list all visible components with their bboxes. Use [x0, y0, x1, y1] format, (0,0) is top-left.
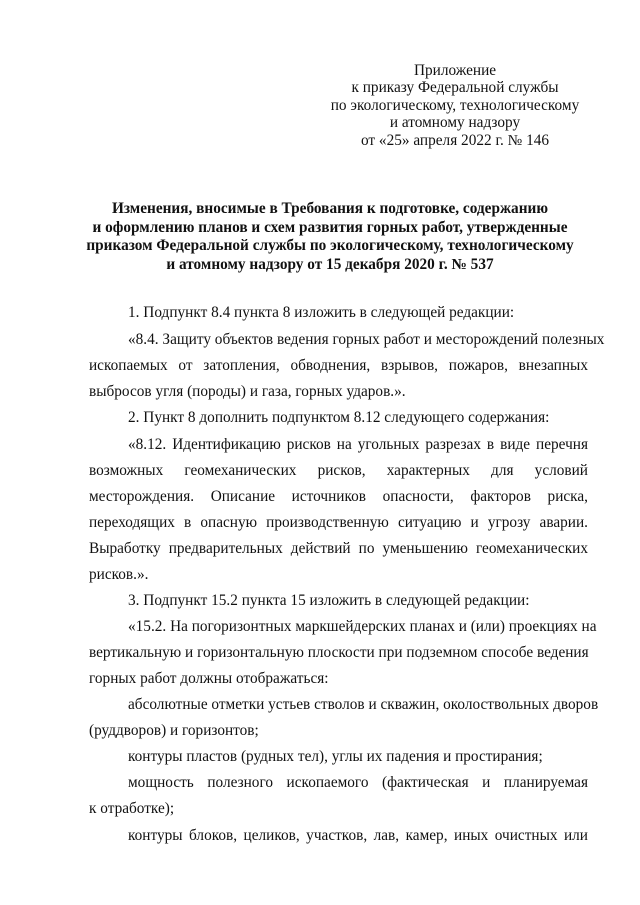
title-line: и атомному надзору от 15 декабря 2020 г. № 537	[166, 255, 494, 273]
paragraph-line: ископаемых от затопления, обводнения, взрывов, пожаров, внезапных	[89, 357, 588, 374]
appendix-line: к приказу Федеральной службы	[351, 79, 559, 97]
paragraph-line: 1. Подпункт 8.4 пункта 8 изложить в следующей редакции:	[128, 304, 515, 321]
paragraph-line: абсолютные отметки устьев стволов и скважин, околоствольных дворов	[128, 696, 599, 713]
paragraph-line: 3. Подпункт 15.2 пункта 15 изложить в следующей редакции:	[128, 592, 530, 609]
paragraph-line: к отработке);	[89, 800, 175, 817]
paragraph-line: горных работ должны отображаться:	[89, 670, 329, 687]
paragraph-line: переходящих в опасную производственную ситуацию и угрозу аварии.	[89, 514, 588, 531]
paragraph-line: 2. Пункт 8 дополнить подпунктом 8.12 следующего содержания:	[128, 409, 550, 426]
paragraph-line: «8.12. Идентификацию рисков на угольных разрезах в виде перечня	[128, 436, 588, 453]
title-line: Изменения, вносимые в Требования к подготовке, содержанию	[111, 200, 549, 217]
paragraph-line: месторождения. Описание источников опасности, факторов риска,	[89, 488, 588, 505]
paragraph-line: возможных геомеханических рисков, характерных для условий	[89, 462, 588, 479]
appendix-line: и атомному надзору	[389, 114, 521, 132]
paragraph-line: мощность полезного ископаемого (фактическая и планируемая	[128, 774, 588, 791]
paragraph-line: контуры блоков, целиков, участков, лав, камер, иных очистных или	[128, 827, 588, 844]
appendix-line: от «25» апреля 2022 г. № 146	[360, 131, 550, 149]
paragraph-line: выбросов угля (породы) и газа, горных ударов.».	[89, 383, 406, 400]
appendix-line: Приложение	[413, 62, 497, 79]
title-line: и оформлению планов и схем развития горных работ, утвержденные	[92, 218, 568, 236]
paragraph-line: (руддворов) и горизонтов;	[89, 722, 259, 739]
paragraph-line: вертикальную и горизонтальную плоскости при подземном способе ведения	[89, 644, 589, 661]
paragraph-line: «8.4. Защиту объектов ведения горных работ и месторождений полезных	[128, 331, 605, 348]
paragraph-line: контуры пластов (рудных тел), углы их падения и простирания;	[128, 748, 543, 765]
title-line: приказом Федеральной службы по экологическому, технологическому	[86, 237, 574, 254]
appendix-header	[310, 62, 600, 149]
appendix-line: по экологическому, технологическому	[330, 96, 580, 114]
paragraph-line: Выработку предварительных действий по уменьшению геомеханических	[89, 540, 588, 557]
paragraph-line: рисков.».	[89, 566, 149, 583]
paragraph-line: «15.2. На погоризонтных маркшейдерских планах и (или) проекциях на	[128, 618, 597, 635]
document-title	[80, 200, 580, 274]
